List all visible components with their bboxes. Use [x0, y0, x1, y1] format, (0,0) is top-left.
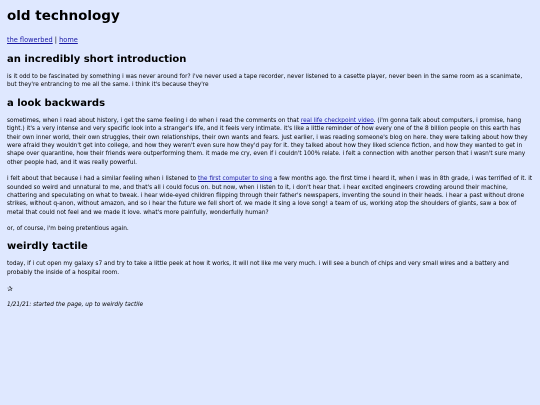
breadcrumb [7, 36, 533, 44]
checkpoint-video-link[interactable]: real life checkpoint video [300, 117, 374, 124]
update-note: 1/21/21: started the page, up to weirdly tactile [7, 302, 144, 309]
nav-separator: | [52, 36, 60, 44]
first-computer-to-sing-link[interactable]: the first computer to sing [197, 176, 272, 183]
nav-link-home[interactable]: home [59, 36, 78, 44]
paragraph-text: i felt about that because i had a similar feeling when i listened to [7, 176, 198, 183]
paragraph-text: sometimes, when i read about history, i get the same feeling i do when i read the comments on that [7, 117, 301, 124]
look-backwards-paragraph-3: or, of course, i'm being pretentious again. [7, 226, 129, 233]
look-backwards-paragraph-2 [7, 175, 533, 217]
intro-paragraph: is it odd to be fascinated by something i was never around for? i've never used a tape recorder, never listened to a casette player, never been in the same room as a scanimate, but they're entrancing to me all the same. i think it's because they're [7, 74, 523, 89]
paragraph-text: a few months ago. the first time i heard it, when i was in 8th grade, i was terrified of it. it sounded so weird and unnatural to me, and that's all i could focus on. but now, when i listen to it, i don't hear that. i hear excited engineers crowding around their machine, chattering and speculating on what to tweak. i hear wide-eyed children flipping through their father's newspapers, inventing the sound in their heads. i hear a past without drone strikes, without q-anon, without amazon, and so i hear the future we fell short of. we made it sing a love song! a team of us, working atop the shoulders of giants, saw a box of metal that could not feel and we made it love. what's more painfully, wonderfully human? [7, 176, 533, 216]
section-heading-introduction: an incredibly short introduction [7, 54, 187, 65]
section-heading-look-backwards: a look backwards [7, 97, 106, 109]
page-title: old technology [7, 8, 120, 24]
nav-link-flowerbed[interactable]: the flowerbed [7, 36, 53, 44]
paragraph-text: . (i'm gonna talk about computers, i promise, hang tight.) it's a very intense and very specific look into a stranger's life, and it feels very intimate. it's like a little reminder of how every one of the 8 billion people on this earth has their own inner world, their own struggles, their own relationships, their own wants and fears. just earlier, i was reading someone's blog on here. they were talking about how they were afraid they wouldn't get into college, and how they weren't even sure how they'd pay for it. they talked about how they liked science fiction, and how they wanted to get in shape over quarantine, how their friends were outperforming them. it made me cry, even if i couldn't 100% relate. i felt a connection with another person that i wasn't sure many other people had, and it was really powerful. [7, 117, 528, 166]
weirdly-tactile-paragraph: today, if i cut open my galaxy s7 and try to take a little peek at how it works, it will not like me very much. i will see a bunch of chips and very small wires and a battery and probably the inside of a hospital room. [7, 261, 509, 276]
look-backwards-paragraph-1 [7, 117, 533, 167]
star-icon: ✰ [7, 285, 13, 294]
section-heading-weirdly-tactile: weirdly tactile [7, 241, 88, 253]
